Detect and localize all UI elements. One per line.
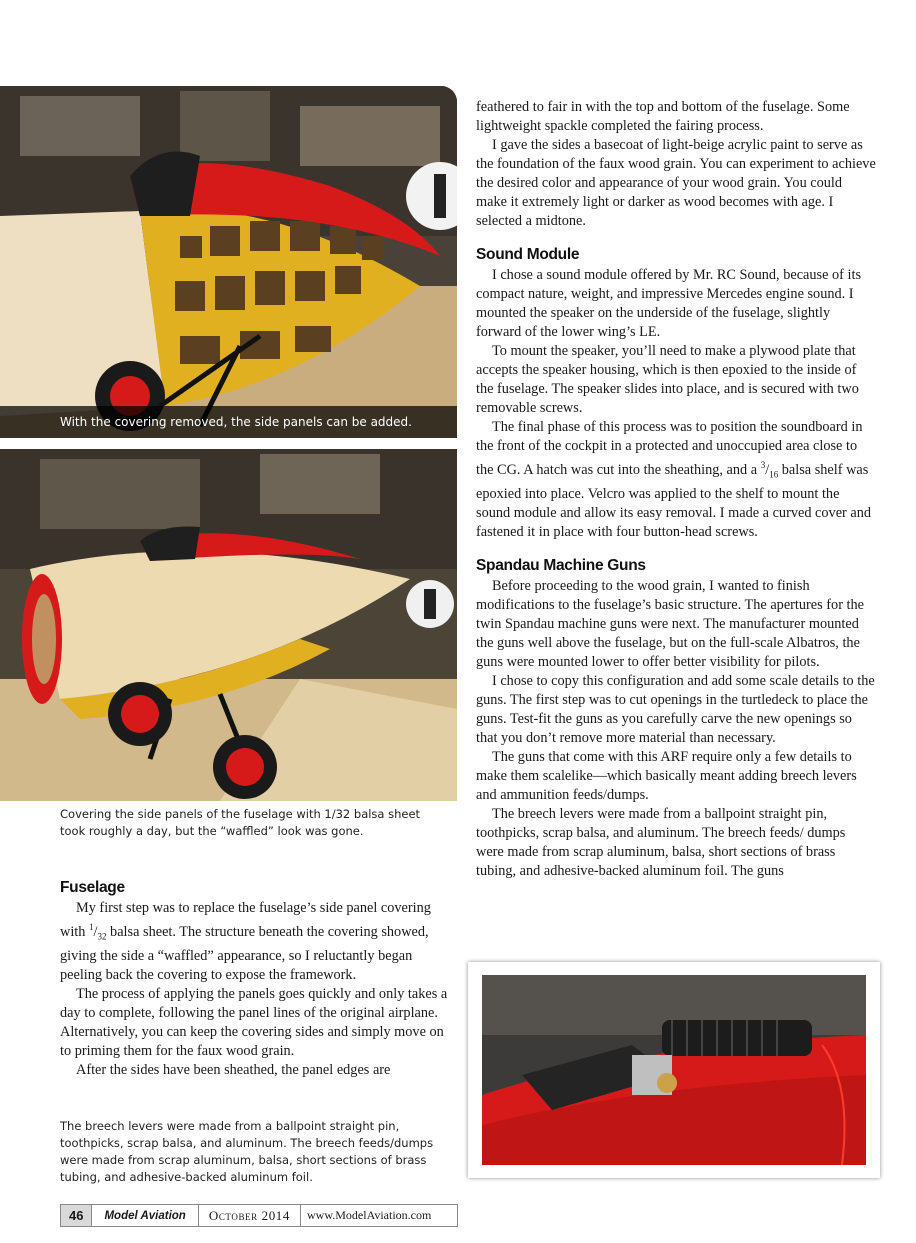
paragraph-basecoat: I gave the sides a basecoat of light-beige acrylic paint to serve as the foundation of the faux wood grain. You can experiment to achieve the desired color and appearance of your wood grain. You could make it extremely light or darker as wood becomes with age. I selected a midtone. xyxy=(476,137,876,229)
heading-sound-module: Sound Module xyxy=(476,246,580,263)
photo2-image xyxy=(0,449,457,801)
photo3-image xyxy=(482,975,866,1165)
magazine-name: Model Aviation xyxy=(92,1205,198,1226)
website-url[interactable]: www.ModelAviation.com xyxy=(307,1208,432,1222)
page-number: 46 xyxy=(61,1205,92,1226)
fuselage-paragraph-2: The process of applying the panels goes quickly and only takes a day to complete, following the panel lines of the original airplane. Alternatively, you can keep the covering sides and simply move on to priming them for the faux wood grain. xyxy=(60,985,448,1059)
photo-fuselage-sheathed xyxy=(0,449,457,801)
guns-paragraph-2: I chose to copy this configuration and add some scale details to the guns. The first step was to cut openings in the turtledeck to place the guns. Test-fit the guns as you carefully carve the new openings so that you don’t remove more material than necessary. xyxy=(476,672,875,746)
sound-paragraph-3: The final phase of this process was to position the soundboard in the front of the cockpit in a protected and unoccupied area close to the CG. A hatch was cut into the sheathing, and a $^3/_{16}$ balsa shelf was epoxied into place. Velcro was applied to the shelf to mount the sound module and allow its easy removal. I made a curved cover and fastened it in place with four button-head screws. xyxy=(476,419,872,540)
photo-guns-frame xyxy=(468,962,880,1178)
photo-fuselage-framework xyxy=(0,86,457,438)
fuselage-paragraph-1: My first step was to replace the fuselage’s side panel covering with $^1/_{32}$ balsa sheet. The structure beneath the covering showed, giving the side a “waffled” appearance, so I reluctantly began peeling back the covering to expose the framework. xyxy=(60,900,431,983)
right-column xyxy=(476,98,876,881)
guns-paragraph-1: Before proceeding to the wood grain, I wanted to finish modifications to the fuselage’s basic structure. The apertures for the twin Spandau machine guns were next. The manufacturer mounted the guns well above the fuselage, but on the full-scale Albatros, the guns were mounted lower to offer better visibility for pilots. xyxy=(476,577,865,670)
photo3-caption: The breech levers were made from a ballpoint straight pin, toothpicks, scrap balsa, and aluminum. The breech feeds/dumps were made from scrap aluminum, balsa, short sections of brass tubing, and adhesive-backed aluminum foil. xyxy=(60,1119,434,1184)
guns-paragraph-3: The guns that come with this ARF require only a few details to make them scalelike—which basically meant adding breech levers and ammunition feeds/dumps. xyxy=(476,748,857,803)
photo-machine-guns xyxy=(482,975,866,1165)
fuselage-paragraph-3: After the sides have been sheathed, the panel edges are xyxy=(76,1061,391,1078)
photo2-caption: Covering the side panels of the fuselage with 1/32 balsa sheet took roughly a day, but the “waffled” look was gone. xyxy=(60,807,421,838)
left-column xyxy=(60,864,456,1080)
photo1-image xyxy=(0,86,457,438)
guns-paragraph-4: The breech levers were made from a ballpoint straight pin, toothpicks, scrap balsa, and aluminum. The breech feeds/ dumps were made from scrap aluminum, balsa, short sections of brass tubing, and adhesive-backed aluminum foil. The guns xyxy=(476,805,846,879)
issue-date: October 2014 xyxy=(199,1205,301,1226)
paragraph-continued: feathered to fair in with the top and bottom of the fuselage. Some lightweight spackle completed the fairing process. xyxy=(476,99,850,134)
sound-paragraph-2: To mount the speaker, you’ll need to make a plywood plate that accepts the speaker housing, which is then epoxied to the inside of the fuselage. The speaker slides into place, and is secured with two removable screws. xyxy=(476,343,859,416)
page-footer xyxy=(60,1204,458,1227)
sound-paragraph-1: I chose a sound module offered by Mr. RC Sound, because of its compact nature, weight, and impressive Mercedes engine sound. I mounted the speaker on the underside of the fuselage, slightly forward of the lower wing’s LE. xyxy=(476,267,862,340)
heading-spandau-guns: Spandau Machine Guns xyxy=(476,556,646,574)
photo1-caption: With the covering removed, the side panels can be added. xyxy=(0,406,457,438)
heading-fuselage: Fuselage xyxy=(60,879,125,896)
